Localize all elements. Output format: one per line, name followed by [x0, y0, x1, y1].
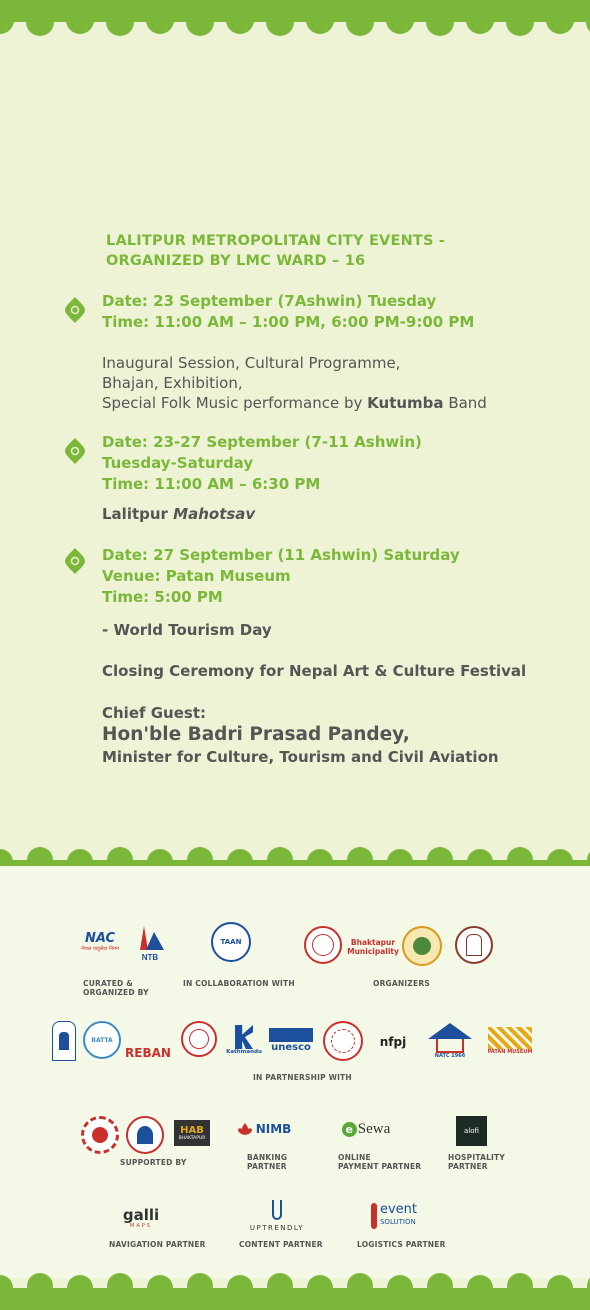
section-heading	[106, 231, 445, 271]
event-logo-subtext: SOLUTION	[379, 1218, 416, 1226]
nac-logo-subtext: नेपाल वायुसेवा निगम	[81, 945, 119, 952]
event-2-title-text: Lalitpur	[102, 505, 174, 523]
hab-logo-text: HAB	[180, 1125, 204, 1136]
event-1-desc-3	[102, 393, 487, 413]
curated-caption	[83, 979, 149, 997]
logistics-caption: LOGISTICS PARTNER	[357, 1240, 446, 1249]
ntb-logo	[132, 920, 168, 962]
bottom-scallop-border	[0, 1272, 590, 1310]
kathmandu-logo	[228, 1020, 260, 1060]
banking-caption	[247, 1153, 287, 1171]
event-3-item-2: Closing Ceremony for Nepal Art & Culture Festival	[102, 662, 527, 680]
event-2-days: Tuesday-Saturday	[102, 454, 254, 472]
chief-guest-label: Chief Guest:	[102, 704, 207, 722]
esewa-e-icon: e	[342, 1122, 357, 1137]
city-seal	[323, 1021, 363, 1061]
heading-line-1: LALITPUR METROPOLITAN CITY EVENTS -	[106, 233, 446, 249]
event-3-venue: Venue: Patan Museum	[102, 567, 291, 585]
event-2-title	[102, 504, 422, 524]
uptrendly-logo	[240, 1197, 314, 1235]
event-1-time: Time: 11:00 AM – 1:00 PM, 6:00 PM-9:00 PM	[102, 313, 475, 331]
event-1-desc-3-end: Band	[443, 394, 487, 412]
nac-logo	[80, 922, 120, 960]
bhaktapur-municipality-logo	[347, 935, 399, 959]
event-2	[102, 432, 422, 524]
kathmandu-logo-text: Kathmandu	[226, 1049, 262, 1055]
event-3-date: Date: 27 September (11 Ashwin) Saturday	[102, 546, 460, 564]
curated-caption-line1: CURATED &	[83, 979, 134, 988]
hab-logo	[174, 1120, 210, 1146]
event-1-desc-3-text: Special Folk Music performance by	[102, 394, 368, 412]
event-2-date: Date: 23-27 September (7-11 Ashwin)	[102, 433, 422, 451]
banking-caption-line2: PARTNER	[247, 1162, 287, 1171]
reban-logo	[125, 1022, 171, 1060]
event-1-date: Date: 23 September (7Ashwin) Tuesday	[102, 292, 437, 310]
nimb-logo	[236, 1118, 292, 1140]
payment-caption-line2: PAYMENT PARTNER	[338, 1162, 422, 1171]
event-1	[102, 291, 487, 413]
taan-logo	[211, 922, 251, 962]
curated-caption-line2: ORGANIZED BY	[83, 988, 149, 997]
hotel-logo	[456, 1116, 487, 1146]
navigation-caption: NAVIGATION PARTNER	[109, 1240, 206, 1249]
ratta-logo	[83, 1021, 121, 1059]
esewa-logo	[336, 1118, 396, 1140]
galli-logo-subtext: MAPS	[130, 1223, 152, 1229]
municipal-seal-2	[181, 1021, 217, 1057]
chief-guest-title: Minister for Culture, Tourism and Civil Aviation	[102, 748, 499, 766]
reban-logo-text: REBAN	[125, 1046, 171, 1060]
nfpj-logo-text: nfpj	[379, 1035, 407, 1049]
content-caption: CONTENT PARTNER	[239, 1240, 323, 1249]
hospitality-caption-line2: PARTNER	[448, 1162, 488, 1171]
ward-seal	[455, 926, 493, 964]
ntb-logo-text: NTB	[141, 953, 159, 962]
taan-logo-text: TAAN	[220, 938, 242, 946]
event-3	[102, 545, 526, 767]
payment-caption-line1: ONLINE	[338, 1153, 371, 1162]
natc-logo	[425, 1020, 475, 1062]
esewa-logo-text: Sewa	[357, 1120, 391, 1137]
chief-guest-name: Hon'ble Badri Prasad Pandey,	[102, 724, 410, 745]
event-2-title-italic: Mahotsav	[173, 505, 256, 523]
nfpj-logo	[372, 1026, 414, 1058]
hospitality-caption	[448, 1153, 505, 1171]
unesco-logo	[269, 1023, 313, 1059]
natc-logo-text: NATC 1966	[434, 1053, 466, 1059]
event-3-item-1: - World Tourism Day	[102, 621, 272, 639]
patan-museum-logo-text: PATAN MUSEUM	[487, 1049, 533, 1055]
event-solution-logo	[362, 1201, 426, 1231]
band-name: Kutumba	[367, 394, 444, 412]
galli-maps-logo	[118, 1203, 164, 1233]
collaboration-caption: IN COLLABORATION WITH	[183, 979, 295, 988]
hab-logo-subtext: BHAKTAPUR	[178, 1136, 206, 1141]
hotel-logo-text: alofi	[464, 1127, 479, 1135]
patan-museum-logo	[484, 1023, 536, 1059]
temple-logo	[52, 1021, 76, 1061]
payment-caption	[338, 1153, 421, 1171]
event-2-time: Time: 11:00 AM – 6:30 PM	[102, 475, 321, 493]
association-seal	[126, 1116, 164, 1154]
event-3-time: Time: 5:00 PM	[102, 588, 223, 606]
supported-caption: SUPPORTED BY	[120, 1158, 187, 1167]
event-marker-icon	[64, 296, 86, 324]
event-1-desc-1: Inaugural Session, Cultural Programme,	[102, 354, 401, 372]
chamber-logo	[81, 1116, 119, 1154]
lalitpur-metro-seal	[304, 926, 342, 964]
heading-line-2: ORGANIZED BY LMC WARD – 16	[106, 253, 366, 269]
event-1-desc-2: Bhajan, Exhibition,	[102, 374, 243, 392]
unesco-logo-text: unesco	[271, 1042, 311, 1053]
ratta-logo-text: RATTA	[91, 1036, 113, 1044]
top-scallop-border	[0, 0, 590, 40]
uptrendly-logo-text: UPTRENDLY	[249, 1224, 305, 1232]
nimb-logo-text: NIMB	[255, 1122, 292, 1136]
nimb-flower-icon	[237, 1121, 253, 1137]
nac-logo-text: NAC	[84, 930, 116, 946]
hospitality-caption-line1: HOSPITALITY	[448, 1153, 505, 1162]
partnership-caption: IN PARTNERSHIP WITH	[253, 1073, 352, 1082]
event-marker-icon	[64, 437, 86, 465]
bhaktapur-logo-text: Bhaktapur Municipality	[347, 938, 399, 956]
uptrendly-u-icon	[272, 1200, 282, 1220]
banking-caption-line1: BANKING	[247, 1153, 288, 1162]
event-logo-text: event	[379, 1202, 418, 1217]
event-marker-icon	[64, 547, 86, 575]
organizers-caption: ORGANIZERS	[373, 979, 430, 988]
galli-logo-text: galli	[122, 1206, 160, 1224]
municipality-seal	[402, 926, 442, 966]
